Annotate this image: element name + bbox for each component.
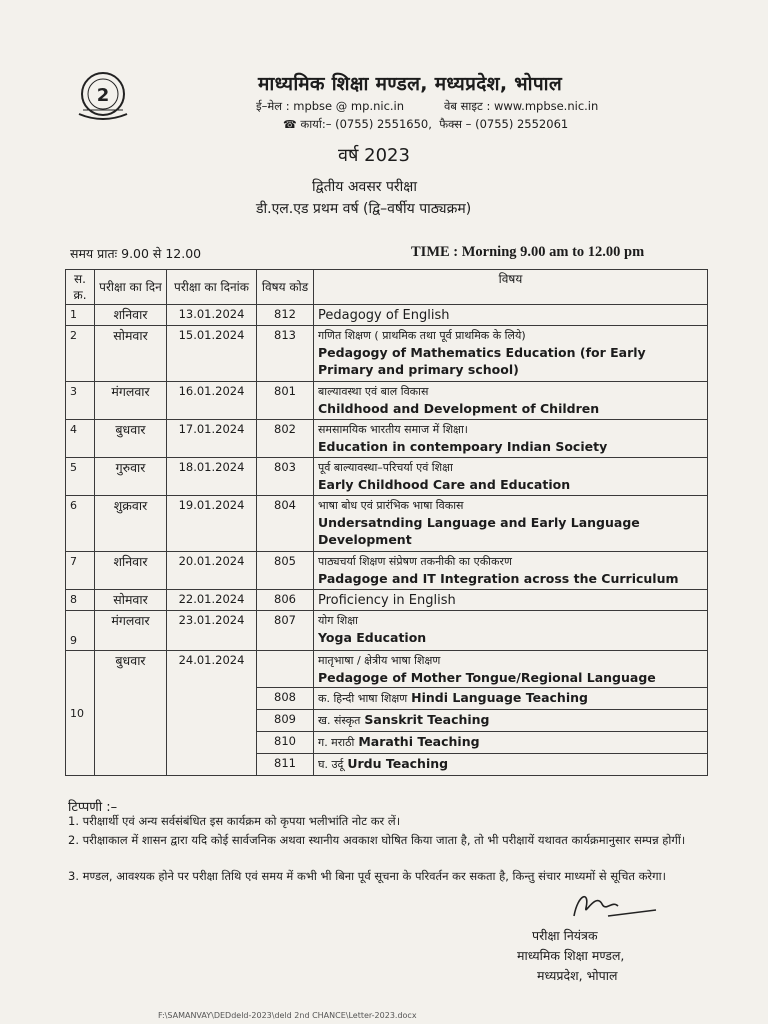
row-sno: 4 (66, 420, 95, 458)
table-row (66, 590, 708, 611)
subject-hindi: क. हिन्दी भाषा शिक्षण (318, 692, 408, 705)
fax-number: फैक्स – (0755) 2552061 (439, 117, 569, 131)
row-code: 811 (257, 754, 314, 776)
subject-english: Sanskrit Teaching (364, 712, 490, 727)
signatory-designation: परीक्षा नियंत्रक (532, 928, 598, 943)
time-english: TIME : Morning 9.00 am to 12.00 pm (411, 244, 645, 260)
subject-hindi: बाल्यावस्था एवं बाल विकास (318, 385, 429, 398)
row-subject (314, 305, 708, 326)
subject-english: Pedagogy of English (318, 308, 450, 323)
table-row (66, 651, 708, 688)
row-subject (314, 458, 708, 496)
row-code: 809 (257, 710, 314, 732)
row-date: 20.01.2024 (167, 552, 257, 590)
row-code: 802 (257, 420, 314, 458)
table-row (66, 420, 708, 458)
subject-hindi: पूर्व बाल्यावस्था–परिचर्या एवं शिक्षा (318, 461, 453, 474)
time-hindi: समय प्रातः 9.00 से 12.00 (70, 246, 202, 261)
row-day: सोमवार (95, 590, 167, 611)
row-date: 15.01.2024 (167, 326, 257, 382)
subject-english: Pedagoge of Mother Tongue/Regional Language (318, 670, 656, 685)
row-sno: 3 (66, 382, 95, 420)
header-code: विषय कोड (257, 270, 314, 305)
subject-hindi: गणित शिक्षण ( प्राथमिक तथा पूर्व प्राथमिक के लिये) (318, 329, 526, 342)
row-code: 808 (257, 688, 314, 710)
row-sno: 7 (66, 552, 95, 590)
exam-year: वर्ष 2023 (338, 145, 410, 166)
row-day: सोमवार (95, 326, 167, 382)
telephone-icon: ☎ (283, 118, 297, 131)
table-row (66, 326, 708, 382)
exam-title: द्वितीय अवसर परीक्षा (312, 179, 417, 195)
row-subject (314, 552, 708, 590)
row-sno: 5 (66, 458, 95, 496)
row-day: शुक्रवार (95, 496, 167, 552)
course-title: डी.एल.एड प्रथम वर्ष (द्वि–वर्षीय पाठ्यक्रम) (256, 201, 472, 217)
office-phone: कार्या:– (0755) 2551650, (300, 117, 432, 131)
row-sno: 2 (66, 326, 95, 382)
table-row (66, 382, 708, 420)
subject-english: Urdu Teaching (347, 756, 449, 771)
subject-english: Undersatnding Language and Early Language Development (318, 515, 640, 547)
subject-english: Early Childhood Care and Education (318, 477, 571, 492)
table-row (66, 552, 708, 590)
file-path-footer: F:\SAMANVAY\DEDdeld-2023\deld 2nd CHANCE\Letter-2023.docx (158, 1011, 417, 1020)
row-code: 806 (257, 590, 314, 611)
subject-hindi: घ. उर्दू (318, 758, 344, 771)
row-sno: 10 (66, 651, 95, 776)
row-date: 22.01.2024 (167, 590, 257, 611)
subject-english: Childhood and Development of Children (318, 401, 600, 416)
row-subject (314, 688, 708, 710)
header-day: परीक्षा का दिन (95, 270, 167, 305)
signatory-org: माध्यमिक शिक्षा मण्डल, (517, 948, 625, 963)
row-subject (314, 754, 708, 776)
subject-hindi: योग शिक्षा (318, 614, 358, 627)
row-subject (314, 710, 708, 732)
board-emblem-icon (73, 70, 133, 122)
note-item: 3. मण्डल, आवश्यक होने पर परीक्षा तिथि एवं समय में कभी भी बिना पूर्व सूचना के परिवर्तन कर सकता है, किन्तु संचार माध्यमों से सूचित करेगा। (68, 869, 666, 883)
row-subject (314, 732, 708, 754)
subject-english: Yoga Education (318, 630, 427, 645)
board-title: माध्यमिक शिक्षा मण्डल, मध्यप्रदेश, भोपाल (258, 73, 563, 95)
row-day: बुधवार (95, 420, 167, 458)
table-row (66, 305, 708, 326)
row-code: 805 (257, 552, 314, 590)
row-code: 812 (257, 305, 314, 326)
subject-english: Pedagogy of Mathematics Education (for Early Primary and primary school) (318, 345, 646, 377)
row-code: 813 (257, 326, 314, 382)
row-code: 804 (257, 496, 314, 552)
table-row (66, 458, 708, 496)
notes-heading: टिप्पणी :– (68, 800, 118, 815)
contact-line (283, 117, 568, 132)
subject-hindi: ख. संस्कृत (318, 714, 361, 727)
row-day: शनिवार (95, 305, 167, 326)
subject-hindi: समसामयिक भारतीय समाज में शिक्षा। (318, 423, 468, 436)
row-code: 803 (257, 458, 314, 496)
row-subject (314, 611, 708, 651)
subject-hindi: पाठ्यचर्या शिक्षण संप्रेषण तकनीकी का एकीकरण (318, 555, 512, 568)
header-sno: स. क्र. (66, 270, 95, 305)
row-code: 801 (257, 382, 314, 420)
row-sno: 6 (66, 496, 95, 552)
subject-hindi: भाषा बोध एवं प्रारंभिक भाषा विकास (318, 499, 464, 512)
row-code-empty (257, 651, 314, 688)
subject-english: Marathi Teaching (358, 734, 480, 749)
row-code: 807 (257, 611, 314, 651)
row-date: 17.01.2024 (167, 420, 257, 458)
subject-english: Padagoge and IT Integration across the Curriculum (318, 571, 679, 586)
website-text: वेब साइट : www.mpbse.nic.in (444, 99, 599, 113)
row-subject (314, 496, 708, 552)
note-item: 2. परीक्षाकाल में शासन द्वारा यदि कोई सार्वजनिक अथवा स्थानीय अवकाश घोषित किया जाता है, तो भी परीक्षायें यथावत कार्यक्रमानुसार सम्पन्न होगीं। (68, 833, 686, 847)
row-date: 24.01.2024 (167, 651, 257, 776)
subject-hindi: ग. मराठी (318, 736, 355, 749)
row-subject (314, 651, 708, 688)
row-code: 810 (257, 732, 314, 754)
row-day: मंगलवार (95, 611, 167, 651)
email-text: ई–मेल : mpbse @ mp.nic.in (256, 99, 405, 113)
row-date: 13.01.2024 (167, 305, 257, 326)
row-subject (314, 382, 708, 420)
row-subject (314, 590, 708, 611)
subject-english: Education in contempoary Indian Society (318, 439, 608, 454)
exam-schedule-table (65, 269, 708, 776)
signatory-place: मध्यप्रदेश, भोपाल (537, 968, 618, 983)
table-row (66, 496, 708, 552)
row-date: 18.01.2024 (167, 458, 257, 496)
signature-mark (568, 886, 658, 926)
subject-english: Hindi Language Teaching (411, 690, 588, 705)
header-subject: विषय (314, 270, 708, 305)
row-day: बुधवार (95, 651, 167, 776)
row-sno: 1 (66, 305, 95, 326)
header-date: परीक्षा का दिनांक (167, 270, 257, 305)
row-date: 23.01.2024 (167, 611, 257, 651)
table-row (66, 611, 708, 651)
subject-english: Proficiency in English (318, 593, 456, 608)
row-date: 19.01.2024 (167, 496, 257, 552)
row-day: मंगलवार (95, 382, 167, 420)
row-subject (314, 420, 708, 458)
svg-text:2: 2 (96, 85, 110, 106)
row-sno: 9 (66, 611, 95, 651)
row-date: 16.01.2024 (167, 382, 257, 420)
row-day: गुरुवार (95, 458, 167, 496)
note-item: 1. परीक्षार्थी एवं अन्य सर्वसंबंधित इस कार्यक्रम को कृपया भलीभांति नोट कर लें। (68, 814, 401, 828)
table-header-row (66, 270, 708, 305)
row-day: शनिवार (95, 552, 167, 590)
subject-hindi: मातृभाषा / क्षेत्रीय भाषा शिक्षण (318, 654, 441, 667)
row-sno: 8 (66, 590, 95, 611)
row-subject (314, 326, 708, 382)
